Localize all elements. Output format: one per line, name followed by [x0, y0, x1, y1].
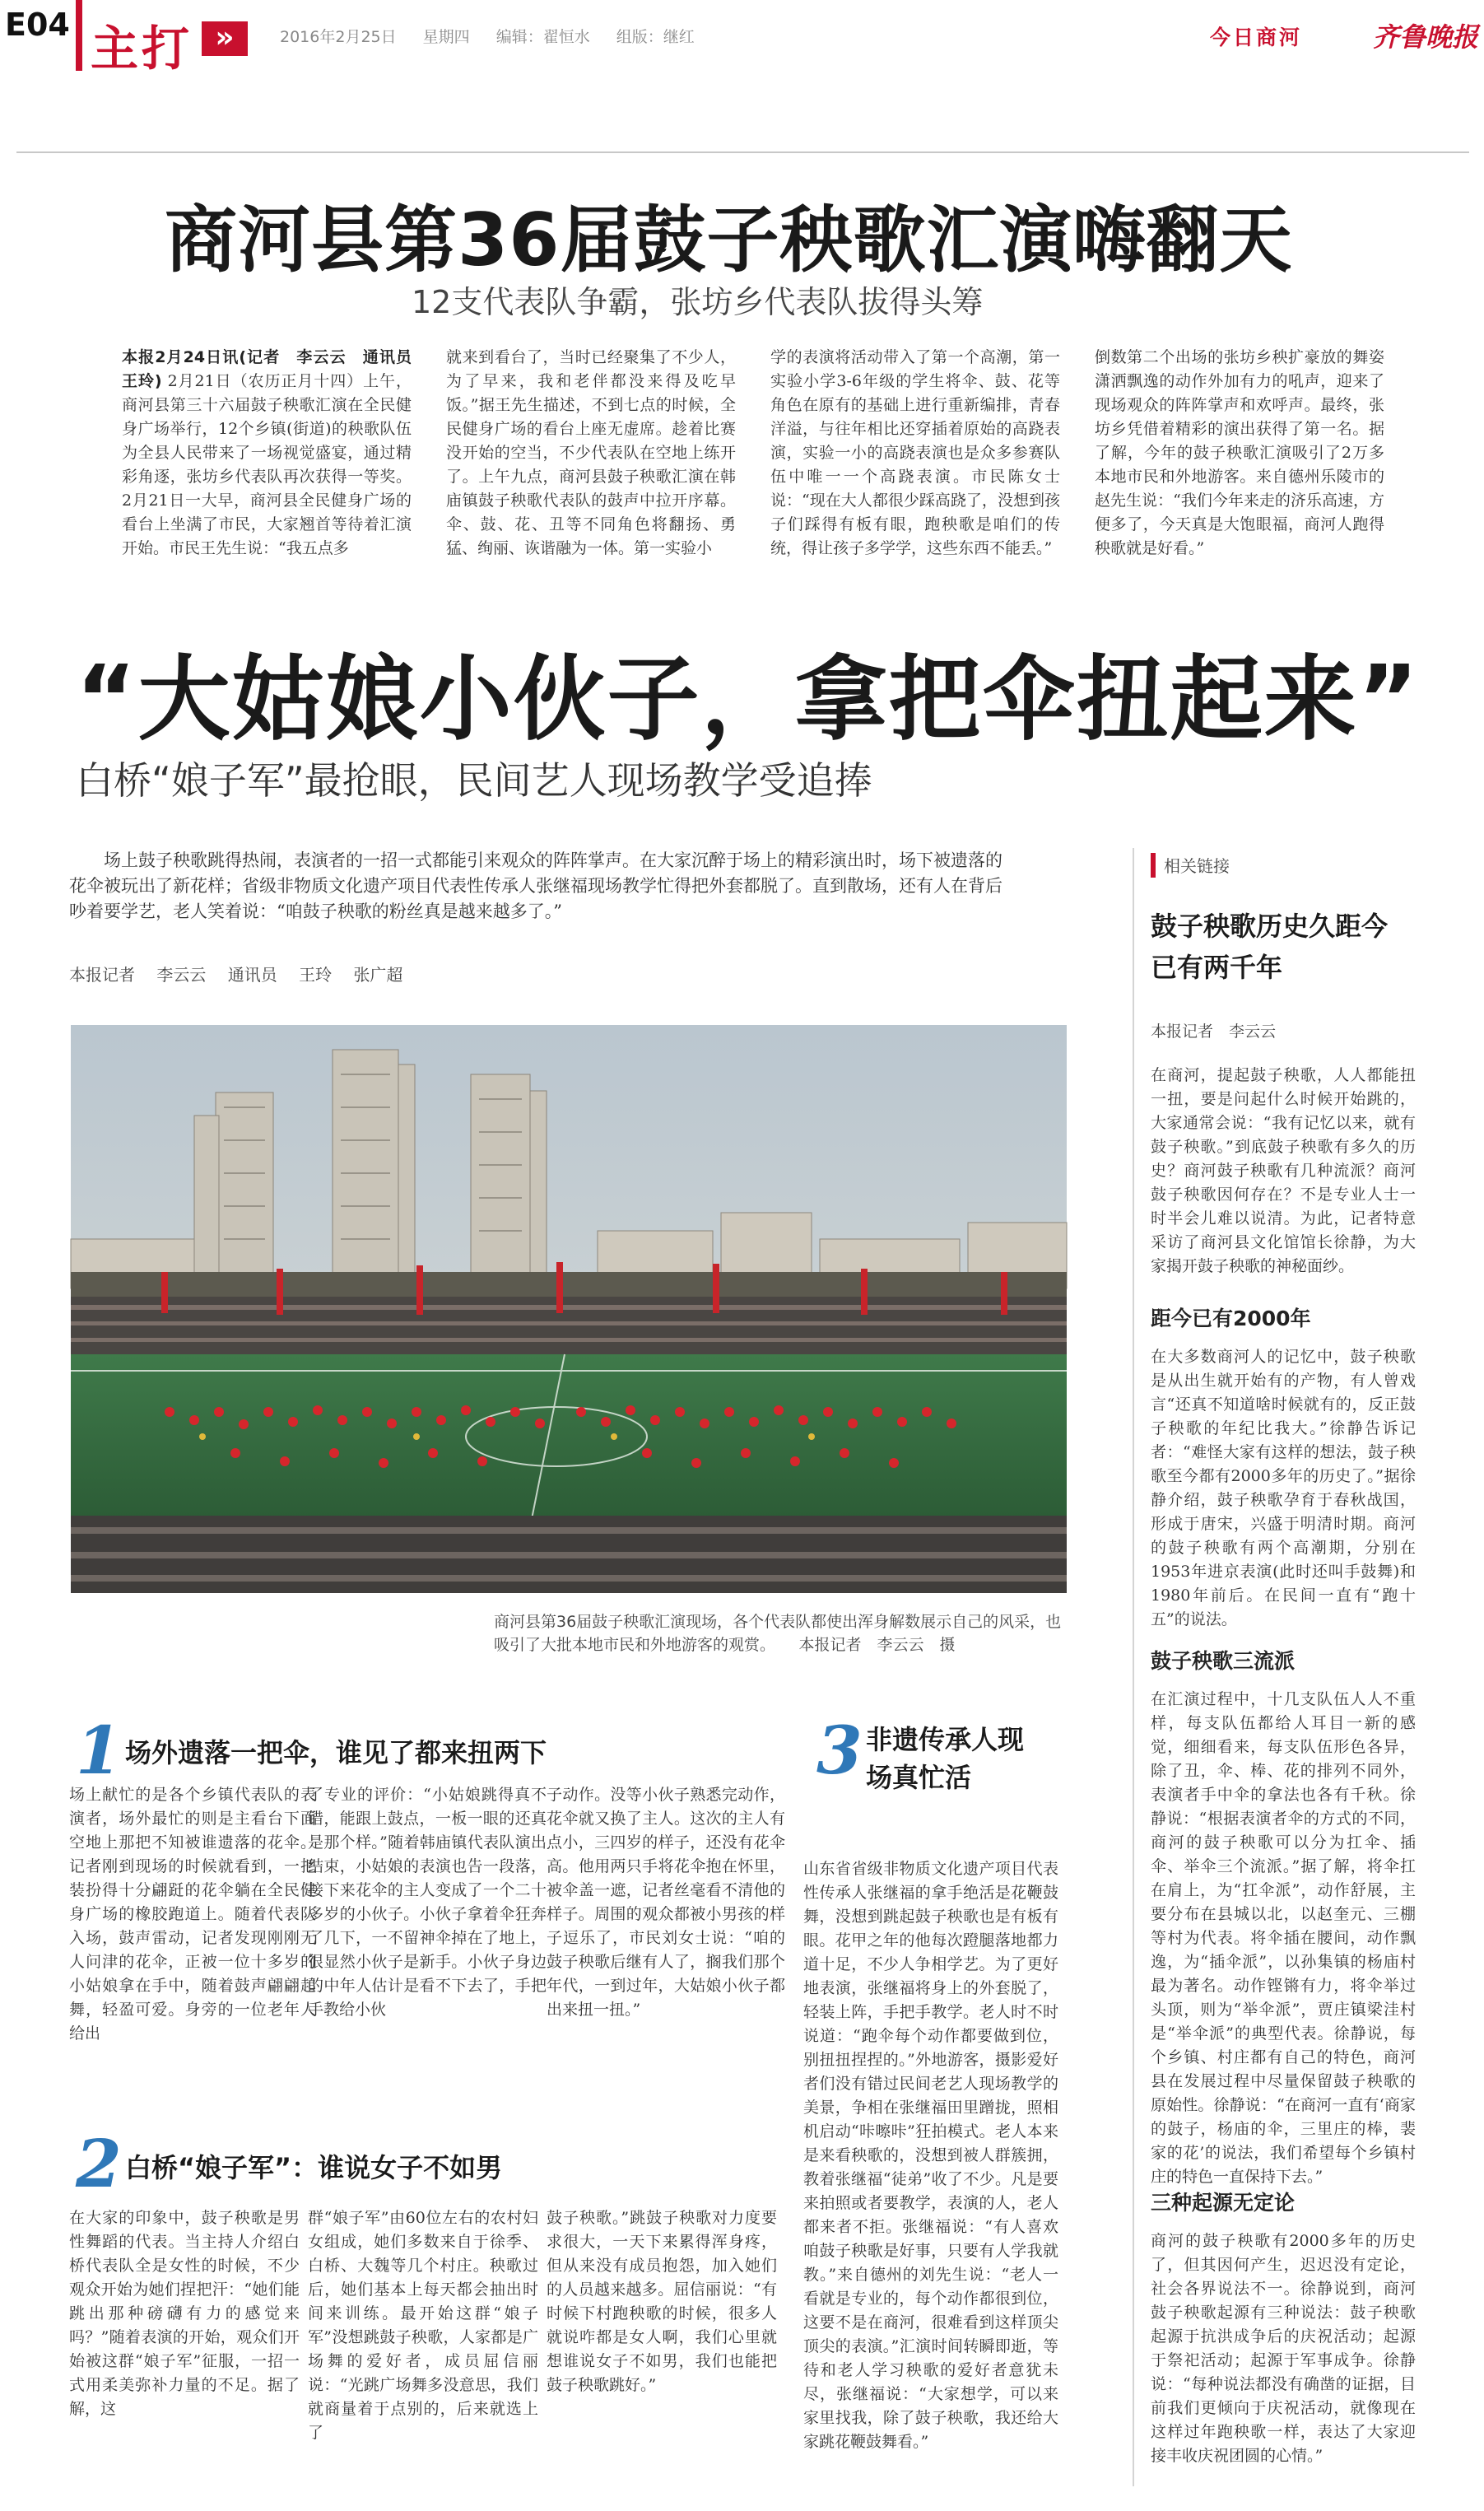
- page-number: E04: [5, 7, 70, 43]
- sidebar-byline: 本报记者 李云云: [1151, 1023, 1277, 1041]
- sidebar-label-marker: [1151, 853, 1156, 878]
- article1-column-2: 就来到看台了，当时已经聚集了不少人，为了早来，我和老伴都没来得及吃早饭。”据王先生描述，不到七点的时候，全民健身广场的看台上座无虚席。趁着比赛没开始的空当，不少代表队在空地上练开了。上午九点，商河县鼓子秧歌汇演在韩庙镇鼓子秧歌代表队的鼓声中拉开序幕。伞、鼓、花、丑等不同角色将翻扬、勇猛、绚丽、诙谐融为一体。第一实验小: [446, 348, 736, 557]
- photo-caption: 商河县第36届鼓子秧歌汇演现场，各个代表队都使出浑身解数展示自己的风采，也吸引了大批本地市民和外地游客的观赏。 本报记者 李云云 摄: [494, 1613, 1062, 1654]
- section-number-2: 2: [76, 2125, 122, 2202]
- festival-photo: [71, 1025, 1067, 1593]
- byline-name: 王玲: [299, 965, 333, 985]
- article1-headline: 商河县第36届鼓子秧歌汇演嗨翻天: [165, 198, 1293, 282]
- section2-column-1: 在大家的印象中，鼓子秧歌是男性舞蹈的代表。当主持人介绍白桥代表队全是女性的时候，不少观众开始为她们捏把汗：“她们能跳出那种磅礴有力的感觉来吗？”随着表演的开始，观众们开始被这群“娘子军”征服，一招一式用柔美弥补力量的不足。据了解，这: [69, 2209, 300, 2418]
- sidebar-subheading-3: 三种起源无定论: [1151, 2191, 1296, 2215]
- section-marker-bar: [76, 0, 82, 71]
- issue-meta: [280, 25, 716, 47]
- article1-dateline: 本报2月24日讯(记者 李云云 通讯员 王玲): [122, 348, 428, 390]
- issue-layout: 组版：继红: [616, 28, 695, 46]
- article1-column-4: 倒数第二个出场的张坊乡秧扩豪放的舞姿潇洒飘逸的动作外加有力的吼声，迎来了现场观众的阵阵掌声和欢呼声。最终，张坊乡凭借着精彩的演出获得了第一名。据了解，今年的鼓子秧歌汇演吸引了2万多本地市民和外地游客。来自德州乐陵市的赵先生说：“我们今年来走的济乐高速，方便多了，今天真是大饱眼福，商河人跑得秧歌就是好看。”: [1095, 348, 1384, 557]
- section2-column-3: 鼓子秧歌。”跳鼓子秧歌对力度要求很大，一天下来累得浑身疼，但从来没有成员抱怨，加入她们的人员越来越多。屈信丽说：“有时候下村跑秧歌的时候，很多人就说咋都是女人啊，我们心里就想谁说女子不如男，我们也能把鼓子秧歌跳好。”: [547, 2209, 777, 2394]
- sidebar-label: 相关链接: [1164, 856, 1230, 876]
- section-number-1: 1: [76, 1712, 122, 1789]
- issue-editor: 编辑：翟恒水: [495, 28, 590, 46]
- section-title-2: 白桥“娘子军”：谁说女子不如男: [125, 2152, 503, 2183]
- sidebar-subheading-1: 距今已有2000年: [1151, 1307, 1311, 1330]
- sidebar-paragraph-2: 在大多数商河人的记忆中，鼓子秧歌是从出生就开始有的产物，有人曾戏言“还真不知道啥时候就有的，反正鼓子秧歌的年纪比我大。”徐静告诉记者：“难怪大家有这样的想法，鼓子秧歌至今都有2000多年的历史了。”据徐静介绍，鼓子秧歌孕育于春秋战国，形成于唐宋，兴盛于明清时期。商河的鼓子秧歌有两个高潮期，分别在1953年进京表演(此时还叫手鼓舞)和1980年前后。在民间一直有“跑十五”的说法。: [1151, 1348, 1416, 1628]
- festival-photo-illustration: [71, 1025, 1067, 1593]
- sidebar-paragraph-3: 在汇演过程中，十几支队伍人人不重样，每支队伍都给人耳目一新的感觉，细细看来，每支队伍形色各异，除了丑，伞、棒、花的排列不同外，表演者手中伞的拿法也各有千秋。徐静说：“根据表演者伞的方式的不同，商河的鼓子秧歌可以分为扛伞、插伞、举伞三个流派。”据了解，将伞扛在肩上，为“扛伞派”，动作舒展，主要分布在县城以北，以赵奎元、三棚等村为代表。将伞插在腰间，动作飘逸，为“插伞派”，以孙集镇的杨庙村最为著名。动作铿锵有力，将伞举过头顶，则为“举伞派”，贾庄镇梁洼村是“举伞派”的典型代表。徐静说，每个乡镇、村庄都有自己的特色，商河县在发展过程中尽量保留鼓子秧歌的原始性。徐静说：“在商河一直有‘商家的鼓子，杨庙的伞，三里庄的棒，裴家的花’的说法，我们希望每个乡镇村庄的特色一直保持下去。”: [1151, 1690, 1416, 2186]
- article1-column-1: [122, 346, 428, 585]
- section3-column-1: 山东省省级非物质文化遗产项目代表性传承人张继福的拿手绝活是花鞭鼓舞，没想到跳起鼓子秧歌也是有板有眼。花甲之年的他每次蹬腿落地都力道十足，不少人争相学艺。为了更好地表演，张继福将身上的外套脱了，轻装上阵，手把手教学。老人时不时说道：“跑伞每个动作都要做到位，别扭扭捏捏的。”外地游客，摄影爱好者们没有错过民间老艺人现场教学的美景，争相在张继福田里蹭拢，照相机启动“咔嚓咔”狂拍模式。老人本来是来看秧歌的，没想到被人群簇拥，教着张继福“徒弟”收了不少。凡是要来拍照或者要教学，表演的人，老人都来者不拒。张继福说：“有人喜欢咱鼓子秧歌是好事，只要有人学我就教。”来自德州的刘先生说：“老人一看就是专业的，每个动作都很到位，这要不是在商河，很难看到这样顶尖顶尖的表演。”汇演时间转瞬即逝，等待和老人学习秧歌的爱好者意犹未尽，张继福说：“大家想学，可以来家里找我，除了鼓子秧歌，我还给大家跳花鞭鼓舞看。”: [803, 1860, 1058, 2451]
- sidebar-subheading-2: 鼓子秧歌三流派: [1151, 1649, 1296, 1673]
- issue-date: 2016年2月25日: [280, 28, 397, 46]
- header-divider: [16, 151, 1469, 153]
- section2-column-2: 群“娘子军”由60位左右的农村妇女组成，她们多数来自于徐季、白桥、大魏等几个村庄。秧歌过后，她们基本上每天都会抽出时间来训练。最开始这群“娘子军”没想跳鼓子秧歌，人家都是广场舞的爱好者，成员屈信丽说：“光跳广场舞多没意思，我们就商量着于点别的，后来就选上了: [308, 2209, 538, 2442]
- sidebar-paragraph-1: 在商河，提起鼓子秧歌，人人都能扭一扭，要是问起什么时候开始跳的，大家通常会说：“我有记忆以来，就有鼓子秧歌。”到底鼓子秧歌有多久的历史？商河鼓子秧歌有几种流派？商河鼓子秧歌因何存在？不是专业人士一时半会儿难以说清。为此，记者特意采访了商河县文化馆馆长徐静，为大家揭开鼓子秧歌的神秘面纱。: [1151, 1066, 1416, 1275]
- section-arrow-icon: »: [202, 21, 248, 56]
- article1-column-3: 学的表演将活动带入了第一个高潮，第一实验小学3-6年级的学生将伞、鼓、花等角色在原有的基础上进行重新编排，青春洋溢，与往年相比还穿插着原始的高跷表演，实验一小的高跷表演也是众多参赛队伍中唯一一个高跷表演。市民陈女士说：“现在大人都很少踩高跷了，没想到孩子们踩得有板有眼，跑秧歌是咱们的传统，得让孩子多学学，这些东西不能丢。”: [770, 348, 1060, 557]
- section-title-1: 场外遗落一把伞，谁见了都来扭两下: [125, 1737, 547, 1768]
- article2-lead: 场上鼓子秧歌跳得热闹，表演者的一招一式都能引来观众的阵阵掌声。在大家沉醉于场上的精彩演出时，场下被遗落的花伞被玩出了新花样；省级非物质文化遗产项目代表性传承人张继福现场教学忙得把外套都脱了。直到散场，还有人在背后吵着要学艺，老人笑着说：“咱鼓子秧歌的粉丝真是越来越多了。”: [69, 850, 1003, 921]
- byline-name: 张广超: [353, 965, 403, 985]
- brand-city: 今日商河: [1210, 26, 1303, 49]
- section1-column-3: 子动作。没等小伙子熟悉完动作，花伞就又换了主人。这次的主人有点小，三四岁的样子，还没有花伞高。他用两只手将花伞抱在怀里，被伞盖一遮，记者丝毫看不清他的样子。周围的观众都被小男孩的样子逗乐了，市民刘女士说：“咱的鼓子秧歌后继有人了，搁我们那个年代，一到过年，大姑娘小伙子都出来扭一扭。”: [547, 1786, 785, 2019]
- sidebar-paragraph-4: 商河的鼓子秧歌有2000多年的历史了，但其因何产生，迟迟没有定论，社会各界说法不一。徐静说到，商河鼓子秧歌起源有三种说法：鼓子秧歌起源于抗洪成争后的庆祝活动；起源于祭祀活动；起源于军事成争。徐静说：“每种说法都没有确凿的证据，目前我们更倾向于庆祝活动，就像现在这样过年跑秧歌一样，表达了大家迎接丰收庆祝团圆的心情。”: [1151, 2232, 1416, 2465]
- section1-column-2: 了专业的评价：“小姑娘跳得真不错，能跟上鼓点，一板一眼的还真是那个样。”随着韩庙镇代表队演出结束，小姑娘的表演也告一段落，接下来花伞的主人变成了一个二十多岁的小伙子。小伙子拿着伞狂奔了几下，一不留神伞掉在了地上，很显然小伙子是新手。小伙子身边的中年人估计是看不下去了，手把手教给小伙: [308, 1786, 547, 2019]
- byline-role: 通讯员: [227, 965, 277, 985]
- article2-subheadline: 白桥“娘子军”最抢眼，民间艺人现场教学受追捧: [76, 758, 872, 803]
- article1-text-1: 2月21日（农历正月十四）上午，商河县第三十六届鼓子秧歌汇演在全民健身广场举行，12个乡镇(街道)的秧歌队伍为全县人民带来了一场视觉盛宴，通过精彩角逐，张坊乡代表队再次获得一等奖。2月21日一大早，商河县全民健身广场的看台上坐满了市民，大家翘首等待着汇演开始。市民王先生说：“我五点多: [122, 372, 412, 557]
- article2-headline: “大姑娘小伙子，拿把伞扭起来”: [76, 646, 1421, 753]
- article1-subheadline: 12支代表队争霸，张坊乡代表队拔得头筹: [412, 284, 984, 320]
- sidebar-divider: [1133, 848, 1134, 2486]
- sidebar-title: 鼓子秧歌历史久距今已有两千年: [1151, 911, 1389, 983]
- byline-role: 本报记者: [69, 965, 135, 985]
- section-title-3: 非遗传承人现场真忙活: [866, 1724, 1025, 1793]
- section-number-3: 3: [816, 1712, 863, 1789]
- newspaper-logo: 齐鲁晚报: [1373, 21, 1479, 53]
- section1-column-1: 场上献忙的是各个乡镇代表队的表演者，场外最忙的则是主看台下面空地上那把不知被谁遗落的花伞。记者刚到现场的时候就看到，一把装扮得十分翩跹的花伞躺在全民健身广场的橡胶跑道上。随着代表队入场，鼓声雷动，记者发现刚刚无人问津的花伞，正被一位十多岁的小姑娘拿在手中，随着鼓声翩翩起舞，轻盈可爱。身旁的一位老年人给出: [69, 1786, 316, 2043]
- byline-name: 李云云: [156, 965, 207, 985]
- section-title: 主打: [91, 21, 193, 77]
- issue-weekday: 星期四: [422, 28, 470, 46]
- article2-byline: [69, 962, 419, 985]
